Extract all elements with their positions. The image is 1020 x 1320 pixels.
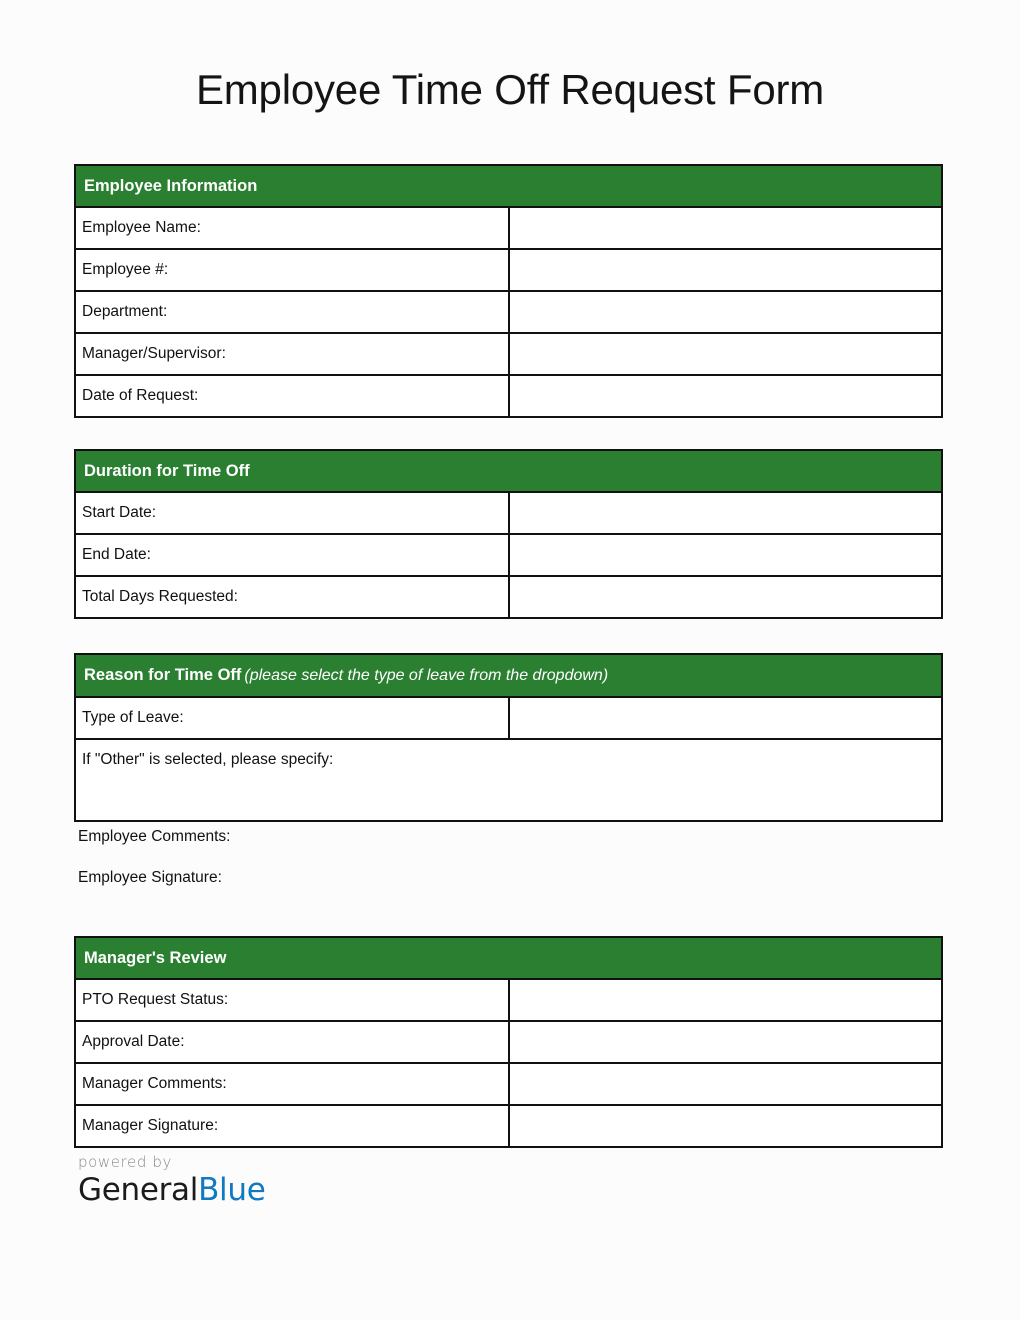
field-label-approval-date: Approval Date: [75, 1021, 509, 1063]
section-header-row [75, 165, 942, 207]
field-input-other-specify[interactable]: If "Other" is selected, please specify: [75, 739, 942, 821]
table-row [75, 739, 942, 821]
table-row [75, 333, 942, 375]
field-label-manager-supervisor: Manager/Supervisor: [75, 333, 509, 375]
section-header-duration-for-time-off [75, 450, 942, 492]
table-row [75, 979, 942, 1021]
field-label-date-of-request: Date of Request: [75, 375, 509, 417]
field-label-employee-name: Employee Name: [75, 207, 509, 249]
field-input-manager-supervisor[interactable] [509, 333, 943, 375]
table-row [75, 249, 942, 291]
powered-by-label: powered by [78, 1153, 172, 1171]
field-label-employee-comments[interactable]: Employee Comments: [78, 828, 231, 845]
field-label-end-date: End Date: [75, 534, 509, 576]
field-label-total-days-requested: Total Days Requested: [75, 576, 509, 618]
field-input-employee-name[interactable] [509, 207, 943, 249]
managers-review-table [74, 936, 943, 1148]
field-input-department[interactable] [509, 291, 943, 333]
field-label-department: Department: [75, 291, 509, 333]
field-input-pto-request-status[interactable] [509, 979, 943, 1021]
logo-text-blue: Blue [198, 1172, 266, 1208]
section-header-row [75, 654, 942, 697]
table-row [75, 291, 942, 333]
field-label-employee-number: Employee #: [75, 249, 509, 291]
field-label-employee-signature[interactable]: Employee Signature: [78, 869, 222, 886]
field-label-manager-signature: Manager Signature: [75, 1105, 509, 1147]
employee-information-table [74, 164, 943, 418]
table-row [75, 1021, 942, 1063]
section-header-label: Reason for Time Off [84, 666, 242, 684]
section-header-note: (please select the type of leave from the dropdown) [244, 667, 609, 684]
table-row [75, 534, 942, 576]
field-input-end-date[interactable] [509, 534, 943, 576]
section-header-row [75, 937, 942, 979]
field-input-manager-comments[interactable] [509, 1063, 943, 1105]
duration-for-time-off-table [74, 449, 943, 619]
table-row [75, 1063, 942, 1105]
table-row [75, 576, 942, 618]
field-label-pto-request-status: PTO Request Status: [75, 979, 509, 1021]
section-header-managers-review [75, 937, 942, 979]
section-header-label: Manager's Review [84, 949, 227, 967]
field-input-manager-signature[interactable] [509, 1105, 943, 1147]
field-label-start-date: Start Date: [75, 492, 509, 534]
field-dropdown-type-of-leave[interactable] [509, 697, 943, 739]
field-input-employee-number[interactable] [509, 249, 943, 291]
section-header-label: Employee Information [84, 177, 258, 195]
field-input-date-of-request[interactable] [509, 375, 943, 417]
table-row [75, 1105, 942, 1147]
table-row [75, 492, 942, 534]
section-header-reason-for-time-off [75, 654, 942, 697]
field-input-total-days-requested[interactable] [509, 576, 943, 618]
table-row [75, 207, 942, 249]
table-row [75, 697, 942, 739]
section-header-label: Duration for Time Off [84, 462, 250, 480]
page-title: Employee Time Off Request Form [195, 66, 825, 113]
field-label-type-of-leave: Type of Leave: [75, 697, 509, 739]
generalblue-logo [78, 1171, 398, 1209]
table-row [75, 375, 942, 417]
reason-for-time-off-table [74, 653, 943, 822]
field-input-start-date[interactable] [509, 492, 943, 534]
field-label-manager-comments: Manager Comments: [75, 1063, 509, 1105]
footer-branding [78, 1153, 398, 1209]
logo-text-general: General [78, 1172, 199, 1208]
section-header-employee-information [75, 165, 942, 207]
section-header-row [75, 450, 942, 492]
field-input-approval-date[interactable] [509, 1021, 943, 1063]
